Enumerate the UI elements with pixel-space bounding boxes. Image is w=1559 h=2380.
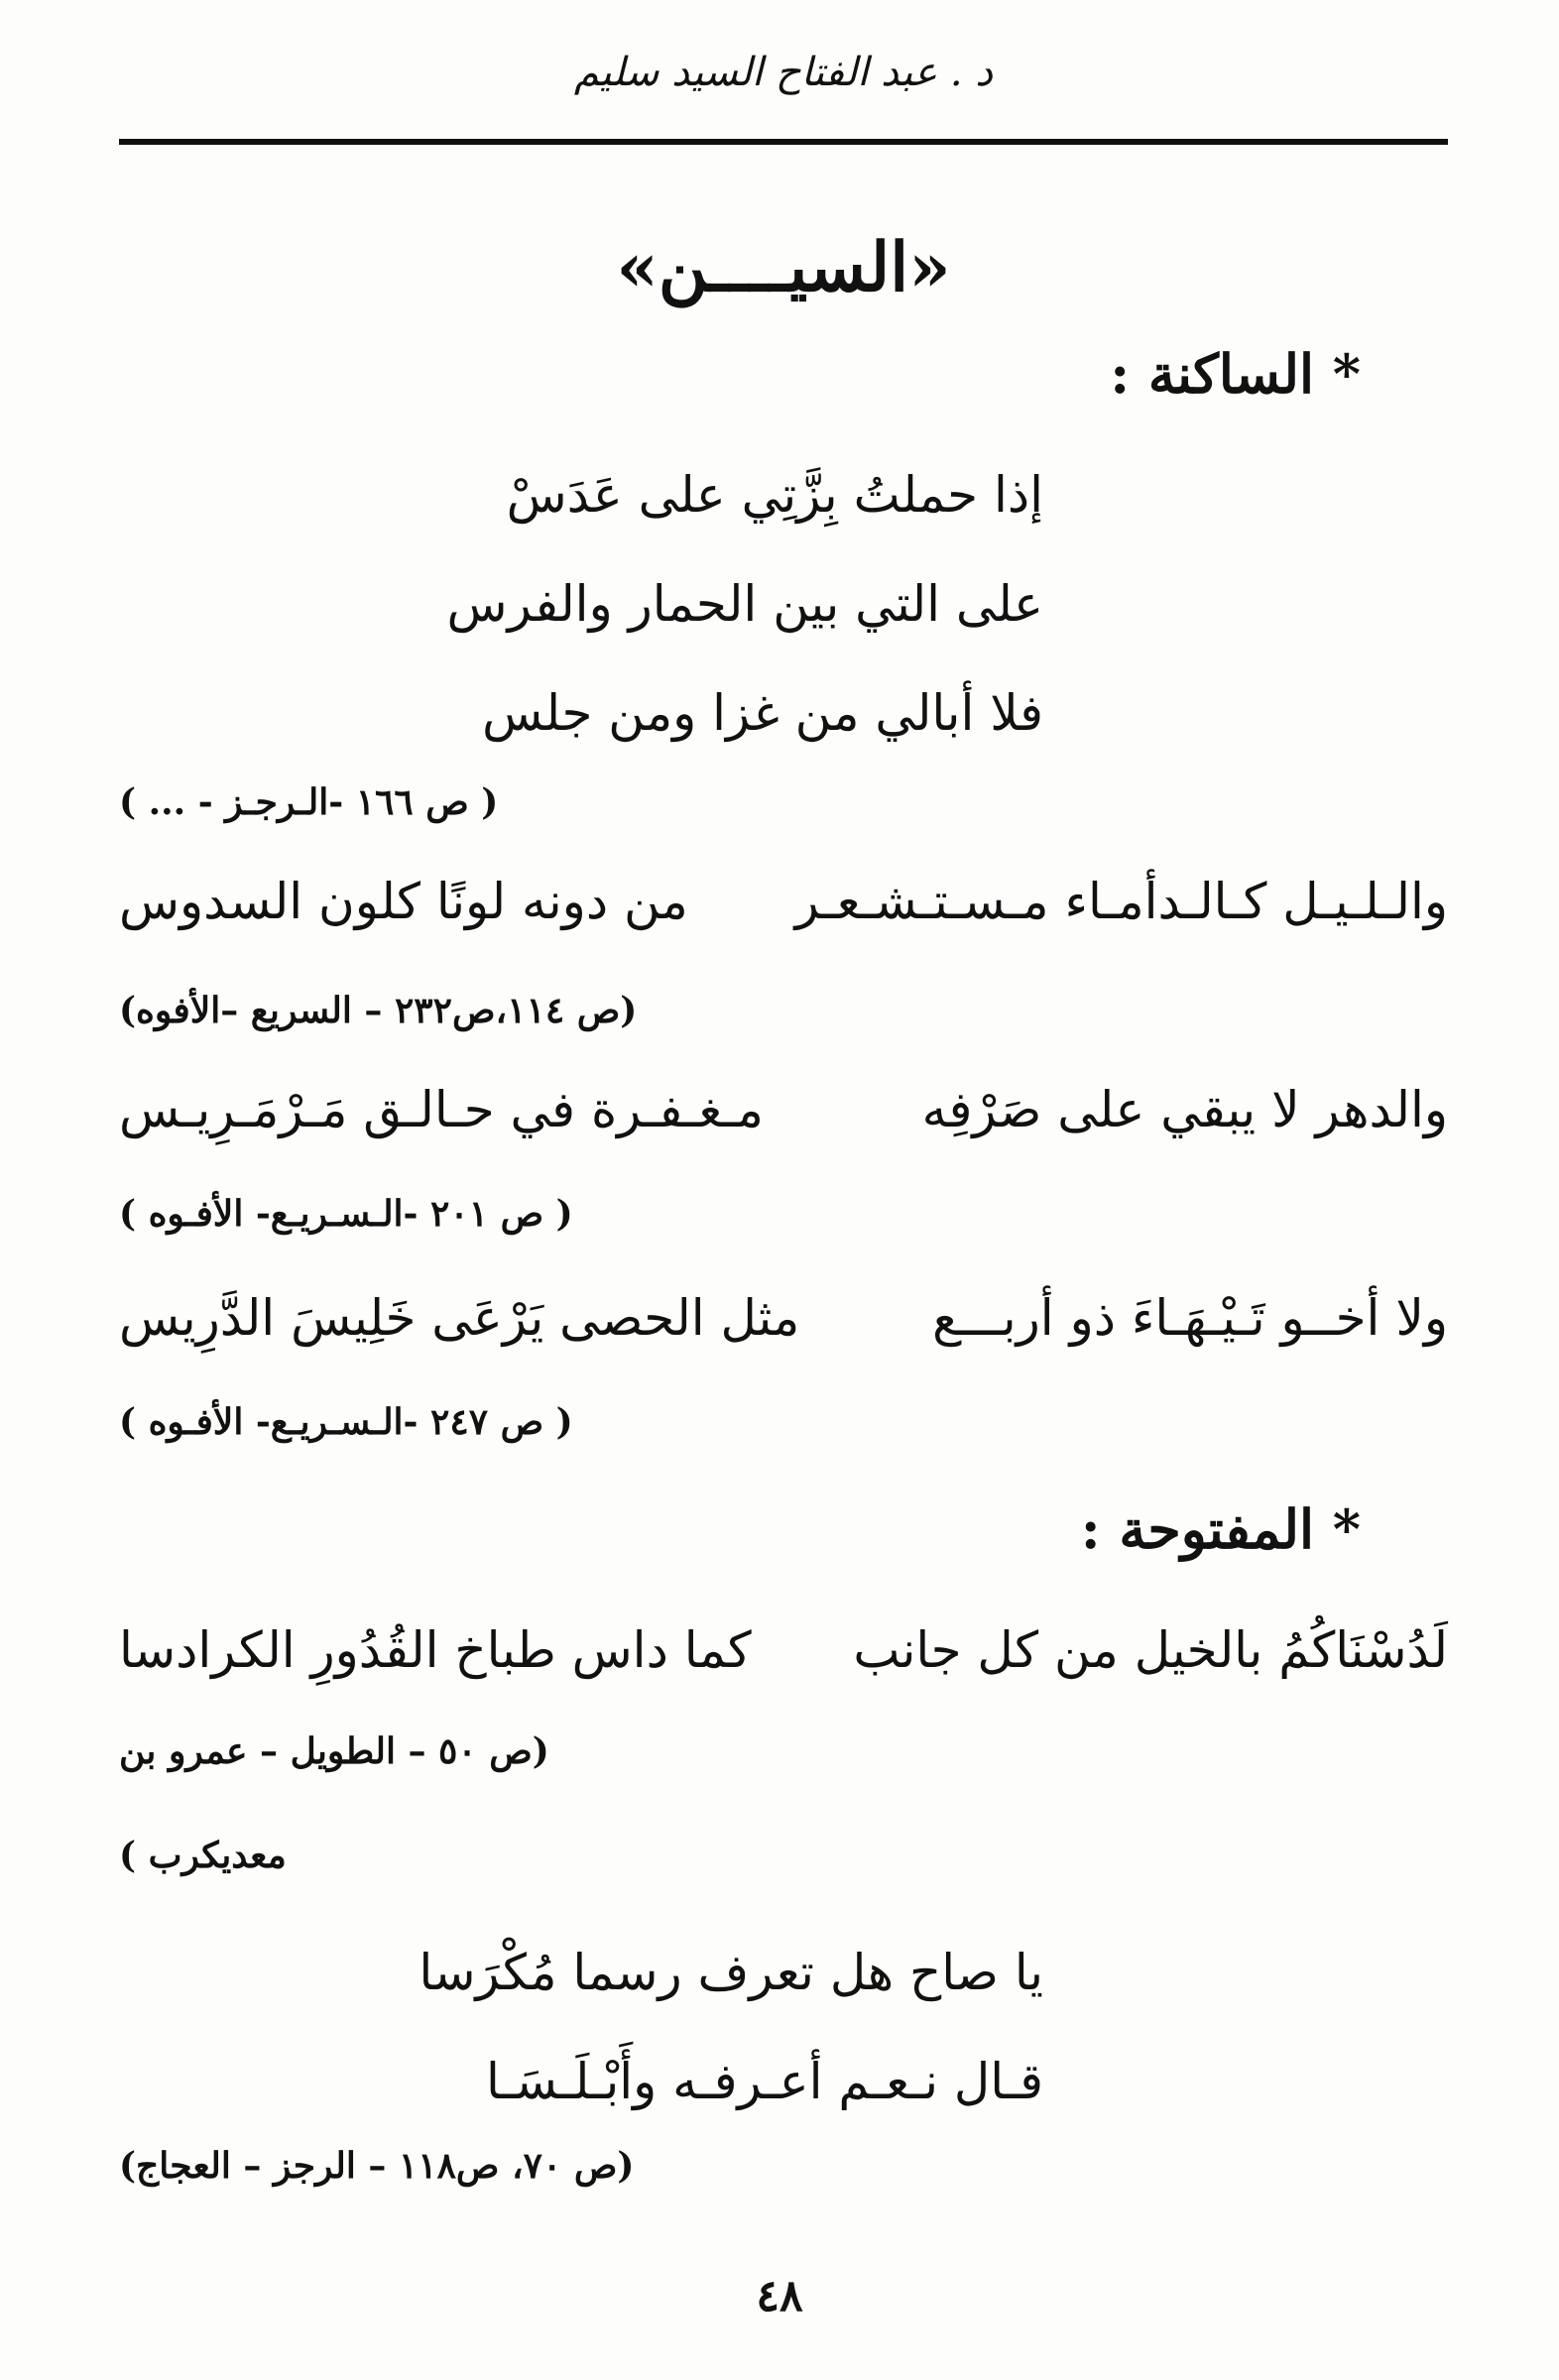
page-number: ٤٨ — [756, 2271, 803, 2321]
section-heading-sakina: * الساكنة : — [1110, 342, 1361, 406]
couplet-reference: ( ص ٢٤٧ -الـسـريـع- الأفـوه ) — [119, 1401, 573, 1443]
verse-line: فلا أبالي من غزا ومن جلس — [482, 684, 1043, 742]
verse-line: على التي بين الحمار والفرس — [446, 575, 1043, 633]
couplet-reference-continued: معديكرب ) — [119, 1835, 287, 1876]
couplet-first-hemistich: والـلـيـل كـالـدأمـاء مـسـتـشـعـر — [794, 873, 1448, 930]
couplet-second-hemistich: مـغـفـرة في حـالـق مَـرْمَـرِيـس — [119, 1081, 764, 1138]
couplet-reference: (ص ١١٤،ص٢٣٢ – السريع –الأفوه) — [119, 990, 638, 1031]
couplet-second-hemistich: من دونه لونًا كلون السدوس — [119, 873, 688, 930]
couplet-second-hemistich: كما داس طباخ القُدُورِ الكرادسا — [119, 1621, 752, 1679]
verse-line: يا صاح هل تعرف رسما مُكْرَسا — [419, 1944, 1043, 2001]
running-header-author: د . عبد الفتاح السيد سليم — [573, 50, 994, 95]
couplet-first-hemistich: لَدُسْنَاكُمُ بالخيل من كل جانب — [853, 1621, 1448, 1679]
couplet-reference: ( ص ٢٠١ -الـسـريـع- الأفـوه ) — [119, 1193, 573, 1235]
couplet-second-hemistich: مثل الحصى يَرْعَى خَلِيسَ الدَّرِيس — [119, 1289, 800, 1347]
couplet-first-hemistich: والدهر لا يبقي على صَرْفِه — [921, 1081, 1448, 1138]
couplet — [119, 1621, 1448, 1691]
verse-line: إذا حملتُ بِزَّتِي على عَدَسْ — [506, 466, 1043, 524]
couplet-first-hemistich: ولا أخــو تَـيْـهَـاءَ ذو أربـــع — [932, 1289, 1448, 1347]
header-rule — [119, 139, 1448, 145]
couplet — [119, 1081, 1448, 1150]
couplet — [119, 873, 1448, 942]
couplet-reference: (ص ٥٠ – الطويل – عمرو بن — [119, 1730, 549, 1772]
couplet — [119, 1289, 1448, 1359]
chapter-title: «السيــــن» — [616, 228, 951, 307]
section-heading-maftuha: * المفتوحة : — [1080, 1497, 1361, 1561]
verse-line: قـال نـعـم أعـرفـه وأَبْـلَـسَـا — [485, 2053, 1043, 2110]
verse-reference: ( ص ١٦٦ -الـرجـز - ... ) — [119, 781, 499, 823]
verse-reference: (ص ٧٠، ص١١٨ – الرجز – العجاج) — [119, 2145, 635, 2187]
